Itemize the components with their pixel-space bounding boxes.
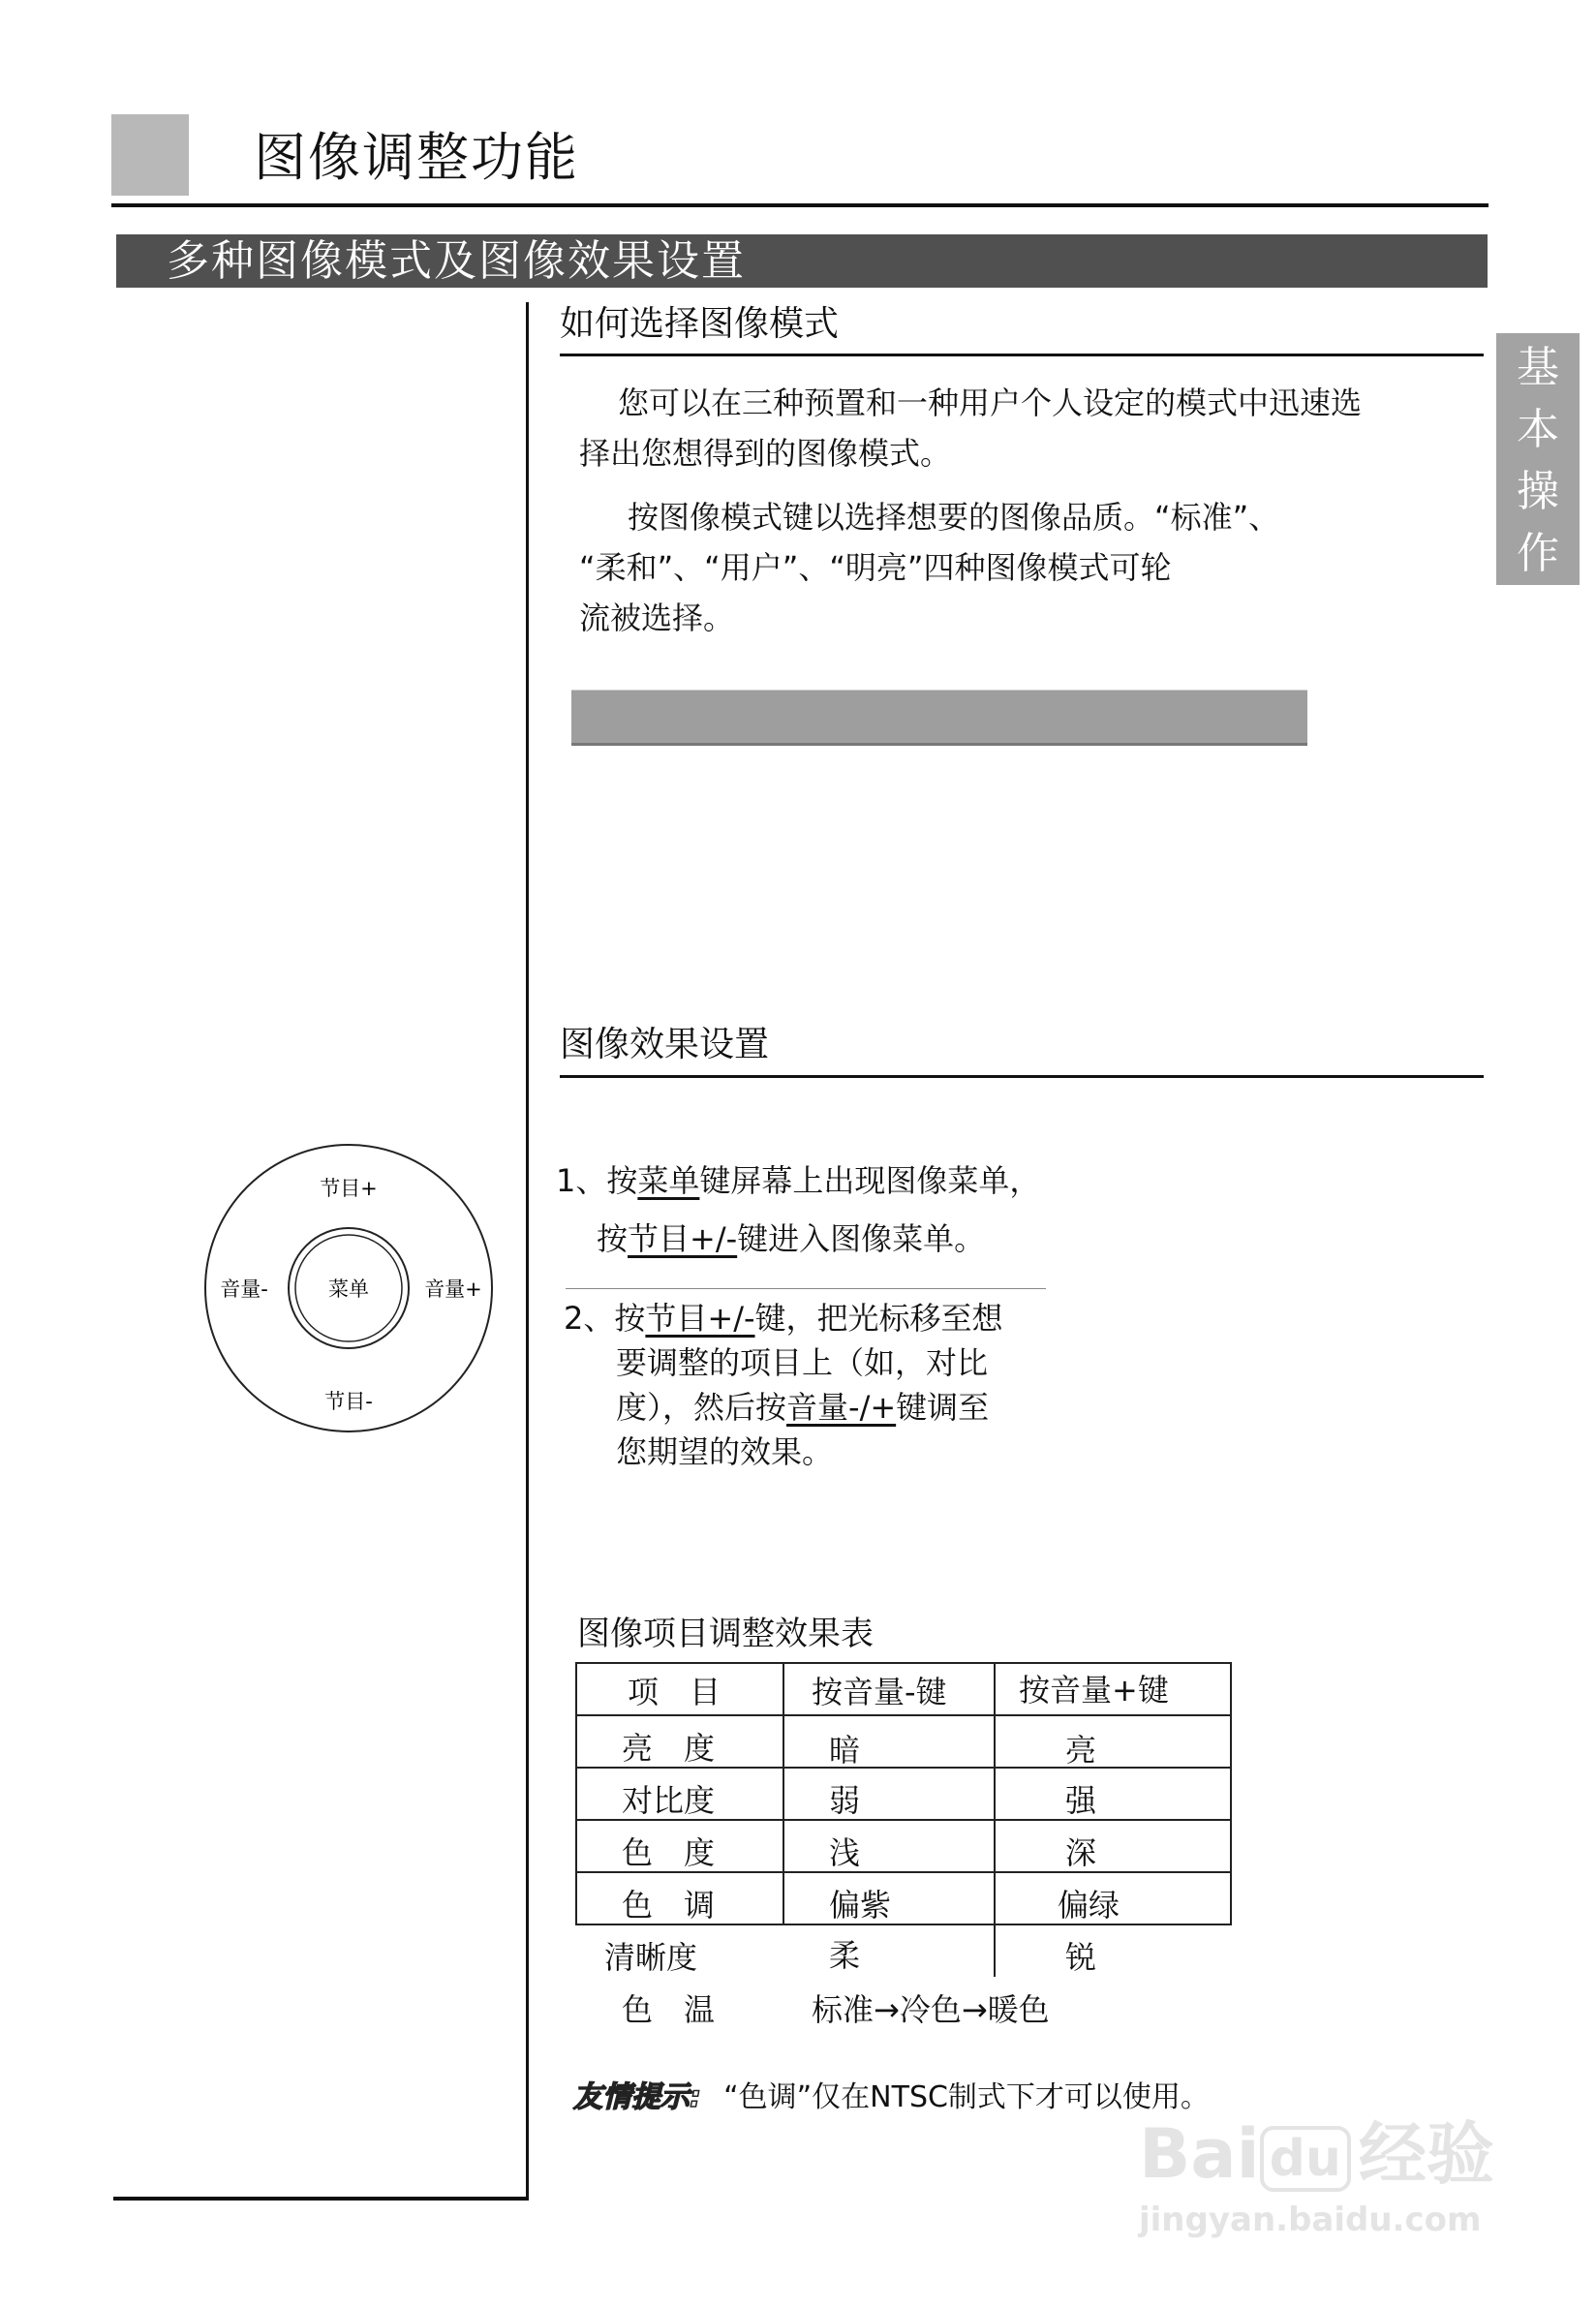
effects-table-title: 图像项目调整效果表 <box>577 1615 874 1653</box>
baidu-watermark <box>1139 2115 1494 2193</box>
column-divider <box>526 302 529 2201</box>
tip-label: 友情提示: <box>573 2080 701 2114</box>
title-rule <box>111 203 1489 207</box>
table-cell-down: 偏紫 <box>829 1887 892 1924</box>
page-title: 图像调整功能 <box>254 127 579 188</box>
table-cell-item: 亮 度 <box>622 1730 716 1767</box>
text-line: 流被选择。 <box>579 600 735 636</box>
side-tab-char: 基 <box>1517 343 1559 392</box>
mode-paragraph-1 <box>579 378 1362 478</box>
watermark-brand: Bai <box>1139 2114 1260 2194</box>
step-text: 键调至 <box>896 1389 990 1426</box>
color-temp-label: 色 温 <box>622 1991 716 2028</box>
channel-key-ref: 节目+/- <box>628 1220 738 1257</box>
dial-channel-up-label: 节目+ <box>320 1177 378 1200</box>
table-cell-up: 强 <box>1065 1782 1097 1819</box>
table-cell-item: 色 调 <box>622 1887 716 1924</box>
color-temp-value: 标准→冷色→暖色 <box>812 1991 1050 2028</box>
mode-heading: 如何选择图像模式 <box>560 304 840 344</box>
watermark-url: jingyan.baidu.com <box>1139 2201 1482 2239</box>
text-line: 择出您想得到的图像模式。 <box>579 435 952 472</box>
table-cell-up: 偏绿 <box>1058 1887 1120 1924</box>
tip-note <box>573 2073 1210 2115</box>
step-text: 度），然后按 <box>616 1389 787 1426</box>
table-cell-up: 锐 <box>1065 1939 1097 1976</box>
mode-image-placeholder-bar <box>571 690 1307 746</box>
watermark-brand-badge: du <box>1260 2126 1351 2192</box>
table-cell-down: 浅 <box>829 1834 861 1871</box>
step-text: 键，把光标移至想 <box>754 1300 1003 1337</box>
text-line: “柔和”、“用户”、“明亮”四种图像模式可轮 <box>579 549 1172 586</box>
table-cell-up: 深 <box>1065 1834 1097 1871</box>
table-header-vol-down: 按音量-键 <box>812 1674 947 1710</box>
table-header-vol-up: 按音量+键 <box>1019 1672 1169 1709</box>
step-1b <box>597 1216 985 1261</box>
step-1 <box>556 1158 1040 1203</box>
footer-rule <box>113 2197 529 2201</box>
table-header-item: 项 目 <box>628 1674 721 1710</box>
effect-heading-rule <box>560 1075 1484 1078</box>
volume-key-ref: 音量-/+ <box>786 1389 897 1426</box>
title-block <box>111 114 189 196</box>
side-tab-char: 操 <box>1517 467 1559 516</box>
dial-channel-down-label: 节目- <box>324 1390 373 1413</box>
mode-paragraph-2 <box>579 492 1279 643</box>
step-text: 键进入图像菜单。 <box>737 1220 986 1257</box>
effects-table <box>575 1662 1232 1982</box>
effect-heading: 图像效果设置 <box>560 1025 770 1064</box>
menu-key-ref: 菜单 <box>637 1162 700 1199</box>
tip-text: “色调”仅在NTSC制式下才可以使用。 <box>723 2080 1210 2114</box>
dial-menu-label: 菜单 <box>328 1278 369 1301</box>
table-cell-up: 亮 <box>1065 1732 1097 1769</box>
step-text: 2、按 <box>564 1300 646 1337</box>
side-tab <box>1496 333 1580 585</box>
table-cell-down: 弱 <box>829 1782 861 1819</box>
step-text: 按 <box>597 1220 629 1257</box>
channel-key-ref: 节目+/- <box>645 1300 755 1337</box>
remote-dial-illustration <box>194 1133 504 1443</box>
side-tab-char: 作 <box>1517 529 1559 578</box>
step-2 <box>564 1296 1003 1474</box>
table-cell-item: 清晰度 <box>604 1939 698 1976</box>
step-divider <box>566 1288 1046 1289</box>
table-cell-down: 暗 <box>829 1732 861 1769</box>
dial-volume-up-label: 音量+ <box>424 1278 482 1301</box>
text-line: 按图像模式键以选择想要的图像品质。“标准”、 <box>628 499 1280 536</box>
table-cell-item: 对比度 <box>622 1782 716 1819</box>
table-cell-item: 色 度 <box>622 1834 716 1871</box>
table-cell-down: 柔 <box>829 1937 861 1974</box>
dial-volume-down-label: 音量- <box>220 1278 268 1301</box>
step-text: 1、按 <box>556 1162 638 1199</box>
table-border-top <box>575 1662 1232 1664</box>
table-row-divider <box>575 1714 1232 1716</box>
text-line: 您可以在三种预置和一种用户个人设定的模式中迅速选 <box>618 385 1363 421</box>
mode-heading-rule <box>560 354 1484 356</box>
side-tab-char: 本 <box>1517 405 1559 454</box>
step-text: 要调整的项目上（如，对比 <box>616 1344 989 1381</box>
table-border-left <box>575 1662 577 1925</box>
watermark-brand-cn: 经验 <box>1358 2114 1494 2194</box>
step-text: 您期望的效果。 <box>616 1433 834 1470</box>
section-title-bar: 多种图像模式及图像效果设置 <box>116 234 1488 288</box>
table-border-right <box>1230 1662 1232 1925</box>
table-col-divider <box>783 1662 784 1925</box>
step-text: 键屏幕上出现图像菜单， <box>699 1162 1041 1199</box>
